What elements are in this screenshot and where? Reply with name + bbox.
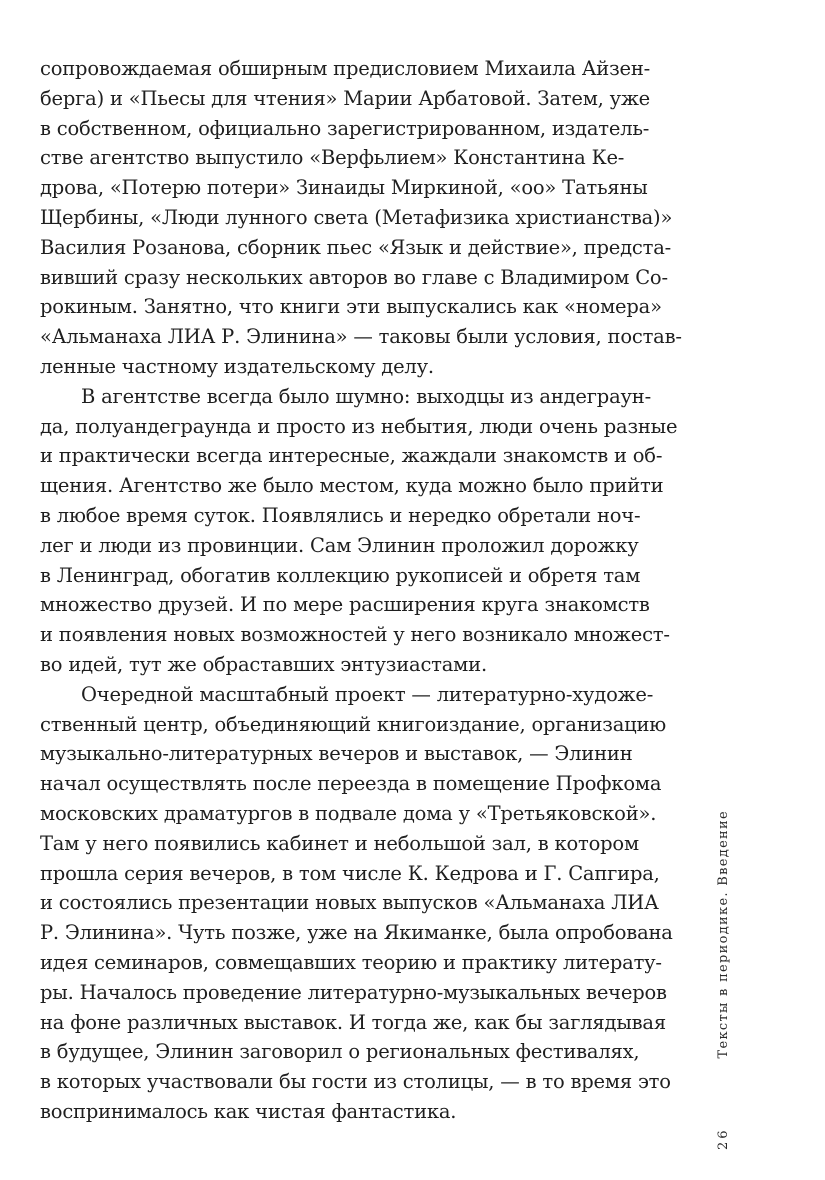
body-text: [40, 54, 680, 1127]
text-line: в которых участвовали бы гости из столицы, — в то время это: [40, 1070, 671, 1094]
text-line: московских драматургов в подвале дома у «Третьяковской».: [40, 801, 657, 825]
text-line: ленные частному издательскому делу.: [40, 354, 434, 378]
text-line: идея семинаров, совмещавших теорию и практику литерату-: [40, 950, 662, 974]
text-line: в Ленинград, обогатив коллекцию рукописей и обретя там: [40, 563, 641, 587]
text-line: Василия Розанова, сборник пьес «Язык и действие», предста-: [40, 235, 672, 259]
text-line: щения. Агентство же было местом, куда можно было прийти: [40, 474, 664, 498]
text-line: «Альманаха ЛИА Р. Элинина» — таковы были условия, постав-: [40, 325, 682, 349]
text-line: во идей, тут же обраставших энтузиастами.: [40, 652, 487, 676]
section-title: Тексты в периодике. Введение: [715, 810, 731, 1059]
text-line: вивший сразу нескольких авторов во главе с Владимиром Со-: [40, 265, 668, 289]
text-line: сопровождаемая обширным предисловием Михаила Айзен-: [40, 57, 651, 80]
text-line: прошла серия вечеров, в том числе К. Кедрова и Г. Сапгира,: [40, 861, 660, 885]
text-line: начал осуществлять после переезда в помещение Профкома: [40, 772, 662, 796]
text-line: и практически всегда интересные, жаждали знакомств и об-: [40, 444, 663, 468]
text-line: рокиным. Занятно, что книги эти выпускались как «номера»: [40, 295, 662, 319]
text-line: да, полуандеграунда и просто из небытия, люди очень разные: [40, 414, 678, 438]
text-line: лег и люди из провинции. Сам Элинин проложил дорожку: [40, 533, 639, 557]
page-number: 26: [715, 1127, 731, 1150]
text-line: Р. Элинина». Чуть позже, уже на Якиманке, была опробована: [40, 921, 673, 945]
text-line: музыкально-литературных вечеров и выставок, — Элинин: [40, 742, 633, 766]
text-line: в собственном, официально зарегистрированном, издатель-: [40, 116, 650, 140]
text-line: ры. Началось проведение литературно-музыкальных вечеров: [40, 980, 667, 1004]
text-line: дрова, «Потерю потери» Зинаиды Миркиной, «оо» Татьяны: [40, 176, 648, 200]
text-line: ственный центр, объединяющий книгоиздание, организацию: [40, 712, 667, 736]
text-line: воспринималось как чистая фантастика.: [40, 1099, 457, 1123]
text-line: и появления новых возможностей у него возникало множест-: [40, 623, 670, 647]
text-line: берга) и «Пьесы для чтения» Марии Арбатовой. Затем, уже: [40, 86, 651, 110]
paragraph-first-line: Очередной масштабный проект — литературно-художе-: [81, 682, 654, 706]
text-line: в будущее, Элинин заговорил о региональных фестивалях,: [40, 1040, 640, 1064]
running-head: [710, 810, 736, 1150]
text-line: и состоялись презентации новых выпусков «Альманаха ЛИА: [40, 891, 659, 915]
paragraph-first-line: В агентстве всегда было шумно: выходцы из андеграун-: [81, 384, 651, 408]
text-line: на фоне различных выставок. И тогда же, как бы заглядывая: [40, 1010, 666, 1034]
text-line: в любое время суток. Появлялись и нередко обретали ноч-: [40, 503, 641, 527]
text-line: стве агентство выпустило «Верфьлием» Константина Ке-: [40, 146, 625, 170]
text-line: Там у него появились кабинет и небольшой зал, в котором: [40, 831, 639, 855]
text-line: Щербины, «Люди лунного света (Метафизика христианства)»: [40, 205, 673, 229]
text-line: множество друзей. И по мере расширения круга знакомств: [40, 593, 650, 617]
